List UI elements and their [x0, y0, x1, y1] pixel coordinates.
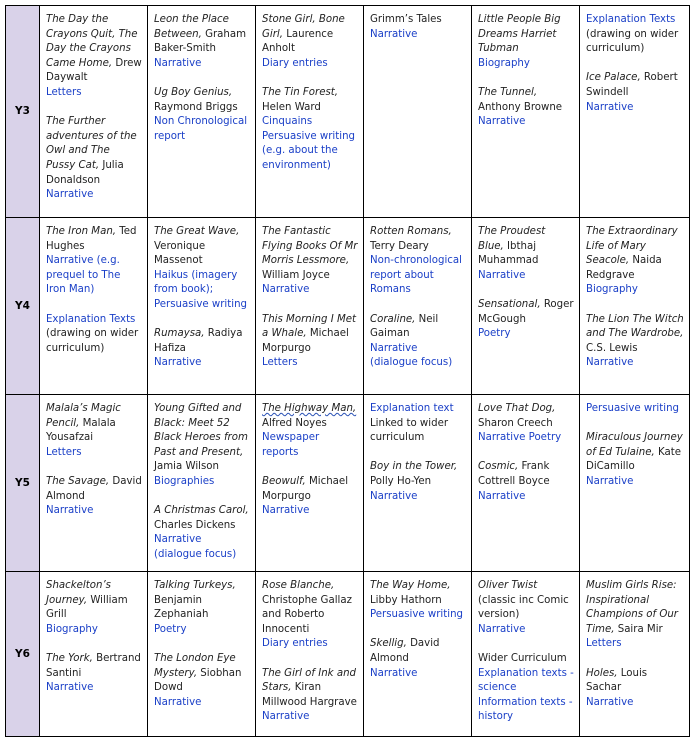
book-entry: [46, 115, 142, 203]
table-cell: [472, 6, 580, 218]
genre-label: Narrative: [262, 284, 310, 296]
book-author: Terry Deary: [370, 240, 429, 252]
table-row: [6, 6, 690, 218]
genre-label: Narrative: [262, 711, 310, 723]
book-title: This Morning I Met a Whale,: [262, 313, 357, 340]
genre-label: Narrative: [46, 682, 94, 694]
book-title: The Iron Man,: [46, 226, 117, 237]
book-entry: [46, 13, 142, 101]
book-title: The Lion The Witch and The Wardrobe,: [586, 313, 684, 340]
genre-label: Narrative: [46, 505, 94, 517]
book-title: The Day the Crayons Quit, The Day the Crayons Came Home,: [46, 14, 138, 69]
book-title: The Fantastic Flying Books Of Mr Morris Lessmore,: [262, 226, 358, 267]
genre-label: Biography: [46, 623, 98, 635]
book-entry: [478, 402, 574, 446]
book-title: The Way Home,: [370, 580, 451, 591]
table-cell: [364, 572, 472, 737]
book-entry: [478, 460, 574, 504]
genre-label: Biography: [586, 284, 638, 296]
genre-label: Newspaper reports: [262, 432, 320, 458]
book-title: Coraline,: [370, 313, 416, 325]
book-author: Kiran Millwood Hargrave: [262, 682, 357, 708]
book-title-line: [154, 402, 250, 475]
book-entry: [154, 504, 250, 562]
genre-label: Narrative: [370, 28, 418, 40]
genre-label: Explanation Texts: [46, 313, 136, 325]
table-body: [6, 6, 690, 737]
book-author: Alfred Noyes: [262, 417, 327, 429]
book-entry: [262, 13, 358, 71]
book-entry: [586, 13, 684, 57]
book-title-line: [154, 579, 250, 623]
genre-label: Narrative: [370, 490, 418, 502]
table-cell: [256, 395, 364, 572]
book-title-line: [154, 652, 250, 696]
table-cell: [580, 218, 690, 395]
book-title-line: [586, 579, 684, 637]
book-entry: [586, 579, 684, 652]
book-title: Skellig,: [370, 638, 407, 650]
table-cell: [580, 572, 690, 737]
book-title-line: [586, 225, 684, 283]
genre-note: Linked to wider curriculum: [370, 417, 449, 444]
genre-label: Explanation text: [370, 403, 454, 414]
book-title-line: [262, 579, 358, 637]
book-author: William Grill: [46, 594, 128, 621]
genre-label: Non Chronological report: [154, 116, 248, 142]
book-entry: [586, 667, 684, 711]
book-title: Boy in the Tower,: [370, 461, 458, 473]
book-title-line: [262, 86, 358, 115]
genre-note: (drawing on wider curriculum): [586, 28, 679, 55]
book-author: Radiya Hafiza: [154, 328, 243, 354]
genre-label: Letters: [46, 446, 82, 458]
table-cell: [40, 6, 148, 218]
genre-label: Narrative: [586, 696, 634, 708]
genre-label: Narrative (dialogue focus): [370, 342, 453, 369]
table-cell: [148, 395, 256, 572]
book-title: Young Gifted and Black: Meet 52 Black Heroes from Past and Present,: [154, 403, 248, 458]
genre-label: Narrative (dialogue focus): [154, 534, 237, 560]
book-author: Roger McGough: [478, 298, 574, 325]
book-entry: [478, 13, 574, 71]
book-author: Saira Mir: [614, 623, 663, 635]
table-cell: [364, 395, 472, 572]
book-title: Rotten Romans,: [370, 226, 452, 237]
book-title: The Highway Man,: [262, 403, 357, 414]
book-entry: [478, 298, 574, 342]
book-title-line: [154, 225, 250, 269]
genre-label: Persuasive writing: [586, 403, 680, 414]
book-entry: [586, 402, 684, 417]
book-title-line: [586, 431, 684, 475]
genre-label: Narrative: [154, 57, 202, 69]
table-cell: [256, 218, 364, 395]
genre-label: Narrative: [586, 357, 634, 369]
book-title-line: [586, 71, 684, 100]
year-label: Y3: [6, 6, 40, 218]
book-title-line: [46, 13, 142, 86]
book-title-line: [46, 652, 142, 681]
book-title-line: [262, 13, 358, 57]
book-author: Robert Swindell: [586, 72, 678, 98]
book-title: Rumaysa,: [154, 328, 205, 340]
genre-label: Cinquains Persuasive writing (e.g. about the environment): [262, 116, 356, 171]
book-author: Malala Yousafzai: [46, 417, 116, 444]
book-title: Muslim Girls Rise: Inspirational Champions of Our Time,: [586, 580, 678, 635]
book-entry: [154, 327, 250, 371]
book-title-line: [370, 13, 466, 28]
genre-label: Non-chronological report about Romans: [370, 255, 462, 296]
book-title: The Savage,: [46, 475, 110, 487]
book-title-line: [478, 579, 574, 623]
book-title: Love That Dog,: [478, 403, 556, 414]
table-cell: [580, 6, 690, 218]
genre-label: Narrative: [478, 116, 526, 128]
book-author: Helen Ward: [262, 101, 321, 113]
genre-label: Narrative Poetry: [478, 432, 562, 444]
book-author: Neil Gaiman: [370, 313, 439, 340]
genre-label: Narrative (e.g. prequel to The Iron Man): [46, 255, 121, 296]
reading-spine-table: [5, 5, 690, 737]
book-title: Malala’s Magic Pencil,: [46, 403, 121, 429]
book-entry: [154, 652, 250, 710]
book-entry: [154, 13, 250, 71]
book-entry: [46, 579, 142, 637]
book-title-line: [370, 579, 466, 608]
genre-label: Biographies: [154, 475, 215, 487]
book-entry: [262, 402, 358, 460]
book-title-line: [586, 313, 684, 357]
book-author: Raymond Briggs: [154, 101, 238, 113]
book-entry: [154, 579, 250, 637]
table-cell: [148, 218, 256, 395]
book-entry: [46, 402, 142, 460]
book-author: Sharon Creech: [478, 417, 553, 429]
book-author: Ted Hughes: [46, 226, 137, 252]
genre-label: Narrative: [46, 189, 94, 201]
book-title-line: [370, 225, 466, 254]
year-label: Y6: [6, 572, 40, 737]
book-author: Libby Hathorn: [370, 594, 442, 606]
book-title: Ice Palace,: [586, 72, 641, 84]
book-title-line: [586, 667, 684, 696]
genre-label: Letters: [46, 86, 82, 98]
genre-label: Explanation texts - science Information texts - history: [478, 667, 574, 723]
book-author: Christophe Gallaz and Roberto Innocenti: [262, 594, 352, 635]
book-title: Rose Blanche,: [262, 580, 335, 591]
genre-label: Narrative: [478, 623, 526, 635]
book-title-line: [46, 225, 142, 254]
book-title: Leon the Place Between,: [154, 14, 229, 40]
book-title-line: [370, 637, 466, 666]
book-entry: [46, 313, 142, 357]
book-entry: [154, 402, 250, 490]
book-entry: [478, 225, 574, 283]
table-cell: [472, 395, 580, 572]
book-title-line: [154, 327, 250, 356]
book-author: Graham Baker-Smith: [154, 28, 247, 55]
genre-label: Diary entries: [262, 57, 328, 69]
genre-note: (drawing on wider curriculum): [46, 328, 139, 354]
book-entry: [154, 86, 250, 144]
book-entry: [370, 225, 466, 298]
book-title: Stone Girl, Bone Girl,: [262, 14, 345, 40]
book-title-line: [46, 475, 142, 504]
book-author: Benjamin Zephaniah: [154, 594, 209, 621]
book-title: The York,: [46, 652, 93, 664]
book-author: C.S. Lewis: [586, 342, 638, 354]
table-cell: [364, 218, 472, 395]
book-title: Miraculous Journey of Ed Tulaine,: [586, 432, 683, 458]
book-author: Siobhan Dowd: [154, 667, 242, 694]
book-entry: [370, 637, 466, 681]
book-title-line: [478, 86, 574, 115]
table-cell: [256, 6, 364, 218]
book-title-line: [262, 313, 358, 357]
book-title-line: [262, 667, 358, 711]
book-title-line: [154, 504, 250, 533]
book-author: (classic inc Comic version): [478, 594, 569, 621]
book-author: Laurence Anholt: [262, 28, 334, 55]
genre-label: Letters: [586, 638, 622, 650]
book-author: David Almond: [46, 475, 142, 502]
book-title-line: [478, 13, 574, 57]
table-row: [6, 395, 690, 572]
book-title: The Great Wave,: [154, 226, 240, 237]
book-entry: [586, 225, 684, 298]
book-author: Polly Ho-Yen: [370, 475, 432, 487]
book-title-line: [478, 298, 574, 327]
genre-label: Narrative: [586, 101, 634, 113]
book-title-line: [46, 115, 142, 188]
genre-label: Narrative: [370, 667, 418, 679]
table-row: [6, 572, 690, 737]
book-author: Frank Cottrell Boyce: [478, 461, 550, 487]
book-title: A Christmas Carol,: [154, 505, 249, 517]
book-title: Oliver Twist: [478, 580, 538, 591]
table-cell: [256, 572, 364, 737]
book-entry: [586, 313, 684, 371]
book-author: Charles Dickens: [154, 519, 236, 531]
table-cell: [472, 218, 580, 395]
book-author: William Joyce: [262, 269, 330, 281]
book-author: Drew Daywalt: [46, 57, 142, 84]
book-title: Sensational,: [478, 298, 541, 310]
genre-label: Poetry: [478, 328, 511, 340]
book-entry: [370, 402, 466, 446]
book-entry: [154, 225, 250, 313]
book-title-line: [478, 460, 574, 489]
book-entry: [370, 13, 466, 42]
table-cell: [148, 6, 256, 218]
book-title: The London Eye Mystery,: [154, 652, 236, 679]
book-author: Louis Sachar: [586, 667, 648, 694]
book-entry: [262, 667, 358, 725]
book-author: Ibthaj Muhammad: [478, 240, 539, 267]
table-cell: [40, 395, 148, 572]
book-title-line: [478, 652, 574, 667]
book-title: Talking Turkeys,: [154, 580, 236, 591]
genre-label: Poetry: [154, 623, 187, 635]
book-entry: [478, 652, 574, 725]
book-entry: [46, 225, 142, 298]
genre-label: Haikus (imagery from book); Persuasive writing: [154, 269, 248, 310]
genre-label: Narrative: [478, 490, 526, 502]
genre-label: Narrative: [478, 269, 526, 281]
book-title: The Further adventures of the Owl and The Pussy Cat,: [46, 116, 137, 171]
book-entry: [262, 225, 358, 298]
book-title-line: [370, 460, 466, 489]
year-label: Y5: [6, 395, 40, 572]
year-label: Y4: [6, 218, 40, 395]
genre-label: Biography: [478, 57, 530, 69]
genre-label: Narrative: [262, 505, 310, 517]
book-title-line: [262, 225, 358, 283]
book-author: Anthony Browne: [478, 101, 563, 113]
book-title: The Proudest Blue,: [478, 226, 546, 252]
book-entry: [370, 460, 466, 504]
book-author: Kate DiCamillo: [586, 446, 681, 473]
book-title-line: [478, 225, 574, 269]
book-author: David Almond: [370, 638, 440, 664]
book-author: Grimm’s Tales: [370, 14, 442, 25]
book-entry: [478, 579, 574, 637]
book-entry: [262, 579, 358, 652]
book-title: Holes,: [586, 667, 618, 679]
genre-label: Narrative: [586, 475, 634, 487]
book-title-line: [262, 402, 358, 431]
genre-label: Narrative: [154, 357, 202, 369]
table-row: [6, 218, 690, 395]
book-author: Michael Morpurgo: [262, 328, 349, 354]
book-title: Shackelton’s Journey,: [46, 580, 111, 606]
book-author: Julia Donaldson: [46, 159, 124, 186]
book-entry: [46, 475, 142, 519]
book-title: Little People Big Dreams Harriet Tubman: [478, 14, 561, 55]
book-entry: [586, 431, 684, 489]
book-title-line: [46, 579, 142, 623]
book-title: The Tin Forest,: [262, 86, 339, 98]
genre-label: Letters: [262, 357, 298, 369]
book-author: Naida Redgrave: [586, 255, 662, 281]
table-cell: [580, 395, 690, 572]
genre-label: Narrative: [154, 696, 202, 708]
book-entry: [586, 71, 684, 115]
book-title: The Extraordinary Life of Mary Seacole,: [586, 226, 678, 267]
book-author: Michael Morpurgo: [262, 475, 349, 502]
table-cell: [364, 6, 472, 218]
book-entry: [262, 313, 358, 371]
book-title-line: [154, 13, 250, 57]
book-author: Bertrand Santini: [46, 652, 141, 679]
genre-label: Persuasive writing: [370, 609, 464, 621]
book-author: Jamia Wilson: [154, 461, 219, 473]
book-author: Veronique Massenot: [154, 240, 206, 267]
table-cell: [472, 572, 580, 737]
book-entry: [46, 652, 142, 696]
table-cell: [40, 572, 148, 737]
book-title-line: [46, 402, 142, 446]
book-entry: [262, 86, 358, 174]
book-title-line: [370, 313, 466, 342]
book-title-line: [262, 475, 358, 504]
book-title-line: [154, 86, 250, 115]
book-title-line: [478, 402, 574, 431]
table-cell: [40, 218, 148, 395]
book-title: The Tunnel,: [478, 86, 538, 98]
book-author: Wider Curriculum: [478, 652, 567, 664]
genre-label: Diary entries: [262, 638, 328, 650]
book-entry: [370, 313, 466, 371]
book-title: Cosmic,: [478, 461, 519, 473]
book-entry: [478, 86, 574, 130]
book-entry: [262, 475, 358, 519]
book-entry: [370, 579, 466, 623]
book-title: The Girl of Ink and Stars,: [262, 667, 356, 694]
table-cell: [148, 572, 256, 737]
book-title: Ug Boy Genius,: [154, 86, 233, 98]
genre-label: Explanation Texts: [586, 14, 676, 25]
book-title: Beowulf,: [262, 475, 306, 487]
